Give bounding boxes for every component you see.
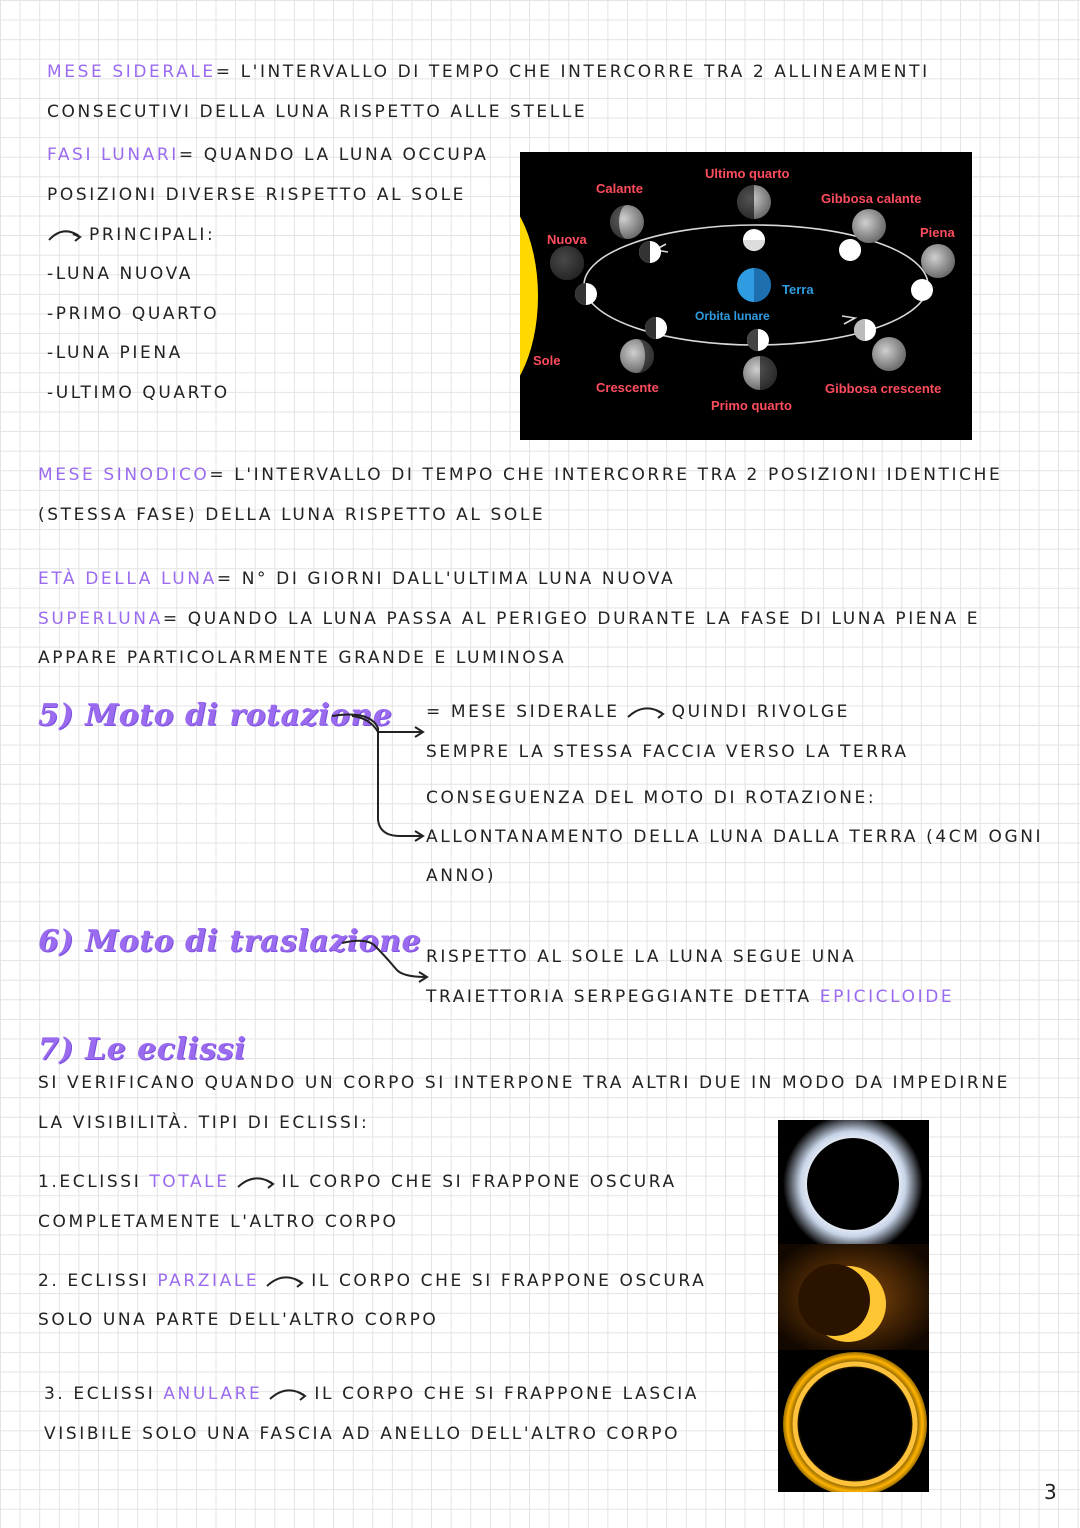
curved-arrow-icon [236, 1174, 276, 1190]
curved-arrow-icon [47, 227, 83, 243]
mese-sinodico-line2: (STESSA FASE) DELLA LUNA RISPETTO AL SOLE [38, 505, 546, 525]
mese-sinodico-term: MESE SINODICO [38, 465, 210, 485]
fasi-lunari-line2: POSIZIONI DIVERSE RISPETTO AL SOLE [47, 185, 466, 205]
curved-arrow-icon [626, 704, 666, 720]
rotazione-line1: = MESE SIDERALE QUINDI RIVOLGE [426, 702, 850, 722]
eclissi-parziale-line2: SOLO UNA PARTE DELL'ALTRO CORPO [38, 1310, 439, 1330]
partial-eclipse-shadow [798, 1264, 870, 1336]
label-nuova: Nuova [547, 232, 587, 247]
eclissi-anulare-line2: VISIBILE SOLO UNA FASCIA AD ANELLO DELL'ALTRO CORPO [44, 1424, 681, 1444]
mese-siderale-line1: MESE SIDERALE= L'INTERVALLO DI TEMPO CHE INTERCORRE TRA 2 ALLINEAMENTI [47, 62, 930, 82]
annular-eclipse-glow [783, 1352, 927, 1492]
superluna-term: SUPERLUNA [38, 609, 163, 629]
fase-item-2: -PRIMO QUARTO [47, 304, 220, 324]
moon-phases-diagram [520, 152, 972, 440]
rotazione-line4: ALLONTANAMENTO DELLA LUNA DALLA TERRA (4CM OGNI [426, 827, 1044, 847]
heading-moto-rotazione: 5) Moto di rotazione [38, 698, 393, 733]
eclissi-parziale-term: PARZIALE [157, 1271, 260, 1291]
heading-moto-traslazione: 6) Moto di traslazione [38, 924, 422, 959]
mese-siderale-line2: CONSECUTIVI DELLA LUNA RISPETTO ALLE STELLE [47, 102, 588, 122]
rotazione-bracket-arrows [330, 708, 430, 858]
eta-luna-line: ETÀ DELLA LUNA= N° DI GIORNI DALL'ULTIMA LUNA NUOVA [38, 569, 676, 589]
label-gibbosa-calante: Gibbosa calante [821, 191, 922, 206]
fase-item-3: -LUNA PIENA [47, 343, 183, 363]
mese-sinodico-line1: MESE SINODICO= L'INTERVALLO DI TEMPO CHE INTERCORRE TRA 2 POSIZIONI IDENTICHE [38, 465, 1003, 485]
total-eclipse-disk [807, 1138, 899, 1230]
traslazione-line1: RISPETTO AL SOLE LA LUNA SEGUE UNA [426, 947, 857, 967]
eclissi-anulare-line1: 3. ECLISSI ANULARE IL CORPO CHE SI FRAPPONE LASCIA [44, 1384, 700, 1404]
label-terra: Terra [782, 282, 814, 297]
mese-siderale-term: MESE SIDERALE [47, 62, 216, 82]
eclissi-parziale-line1: 2. ECLISSI PARZIALE IL CORPO CHE SI FRAPPONE OSCURA [38, 1271, 707, 1291]
traslazione-arrow [340, 935, 430, 985]
epicicloide-term: EPICICLOIDE [819, 987, 955, 1007]
orbit-arrow-right [842, 316, 855, 324]
label-orbita: Orbita lunare [695, 309, 770, 323]
curved-arrow-icon [265, 1273, 305, 1289]
eclissi-intro2: LA VISIBILITÀ. TIPI DI ECLISSI: [38, 1113, 370, 1133]
moon-phases-svg [520, 152, 972, 440]
label-piena: Piena [920, 225, 955, 240]
label-gibbosa-crescente: Gibbosa crescente [825, 381, 942, 396]
fasi-principali: PRINCIPALI: [47, 225, 215, 245]
fasi-lunari-term: FASI LUNARI [47, 145, 179, 165]
fase-item-1: -LUNA NUOVA [47, 264, 193, 284]
eclissi-totale-line1: 1.ECLISSI TOTALE IL CORPO CHE SI FRAPPONE OSCURA [38, 1172, 677, 1192]
rotazione-line3: CONSEGUENZA DEL MOTO DI ROTAZIONE: [426, 788, 877, 808]
eclissi-intro1: SI VERIFICANO QUANDO UN CORPO SI INTERPONE TRA ALTRI DUE IN MODO DA IMPEDIRNE [38, 1073, 1010, 1093]
eclissi-anulare-term: ANULARE [163, 1384, 263, 1404]
eta-luna-term: ETÀ DELLA LUNA [38, 569, 217, 589]
page-number: 3 [1044, 1480, 1057, 1504]
eclipse-photos-svg [778, 1120, 929, 1492]
superluna-line2: APPARE PARTICOLARMENTE GRANDE E LUMINOSA [38, 648, 567, 668]
label-sole: Sole [533, 353, 561, 368]
label-ultimo-quarto: Ultimo quarto [705, 166, 790, 181]
label-crescente: Crescente [596, 380, 659, 395]
traslazione-line2: TRAIETTORIA SERPEGGIANTE DETTA EPICICLOIDE [426, 987, 955, 1007]
rotazione-line5: ANNO) [426, 866, 497, 886]
superluna-line1: SUPERLUNA= QUANDO LA LUNA PASSA AL PERIGEO DURANTE LA FASE DI LUNA PIENA E [38, 609, 981, 629]
rotazione-line2: SEMPRE LA STESSA FACCIA VERSO LA TERRA [426, 742, 909, 762]
curved-arrow-icon [268, 1386, 308, 1402]
eclissi-totale-line2: COMPLETAMENTE L'ALTRO CORPO [38, 1212, 399, 1232]
eclipse-photos [778, 1120, 929, 1492]
label-primo-quarto: Primo quarto [711, 398, 792, 413]
fase-item-4: -ULTIMO QUARTO [47, 383, 230, 403]
eclissi-totale-term: TOTALE [149, 1172, 230, 1192]
label-calante: Calante [596, 181, 643, 196]
heading-eclissi: 7) Le eclissi [38, 1032, 246, 1067]
fasi-lunari-line1: FASI LUNARI= QUANDO LA LUNA OCCUPA [47, 145, 489, 165]
sun-shape [520, 186, 538, 406]
